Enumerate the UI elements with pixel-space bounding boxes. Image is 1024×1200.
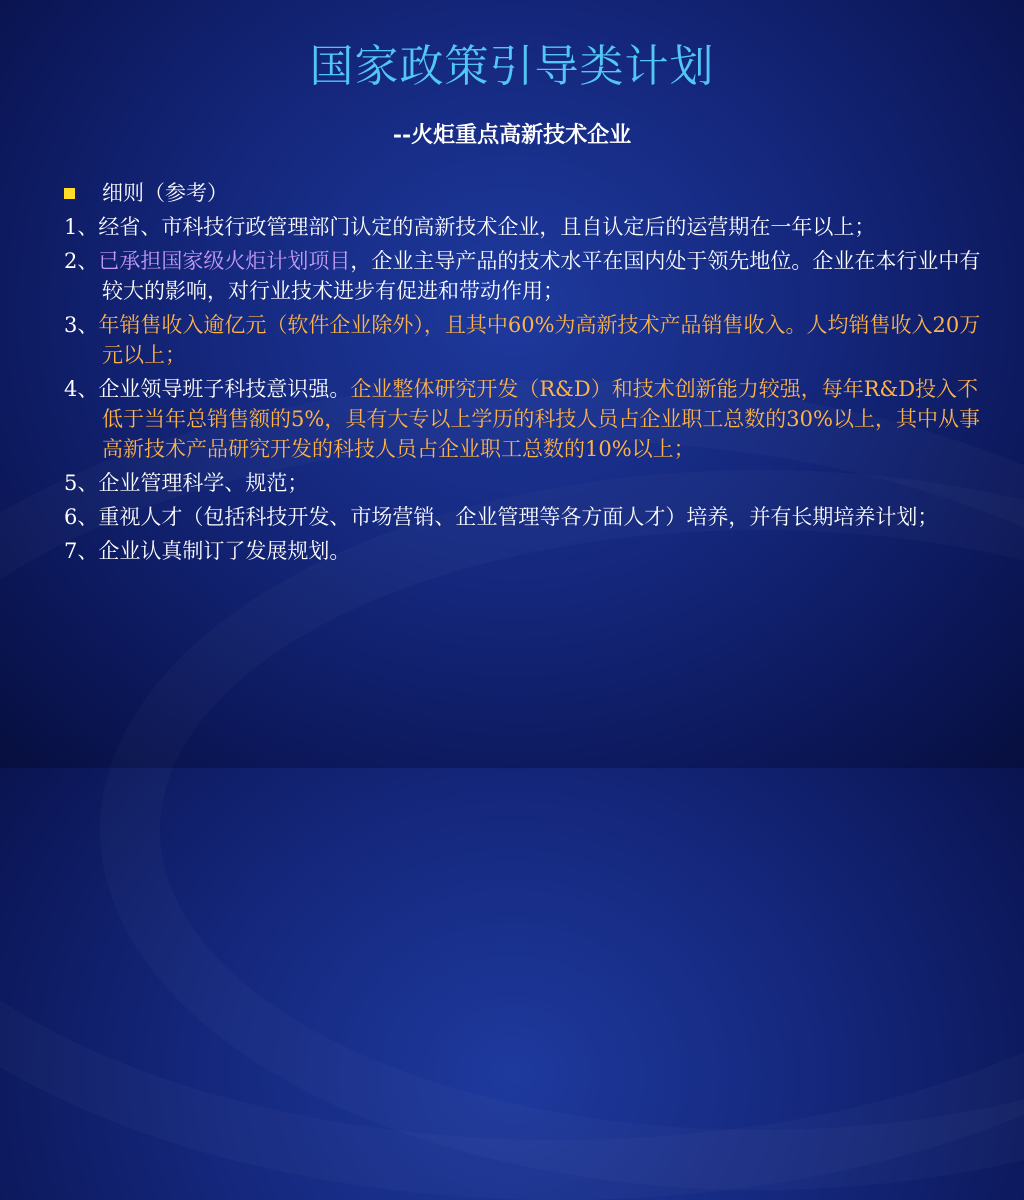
bullet-heading xyxy=(64,178,984,208)
item-prefix: 2、 xyxy=(64,249,99,273)
item-highlight: 年销售收入逾亿元（软件企业除外），且其中60%为高新技术产品销售收入。人均销售收入20万元以上； xyxy=(98,313,981,367)
slide-body xyxy=(64,178,984,570)
bullet-heading-label: 细则（参考） xyxy=(102,181,228,205)
item-text: 1、经省、市科技行政管理部门认定的高新技术企业，且自认定后的运营期在一年以上； xyxy=(64,215,876,239)
list-item-7 xyxy=(64,536,984,566)
list-item-6 xyxy=(64,502,984,532)
slide-title: 国家政策引导类计划 xyxy=(309,41,715,92)
item-text: 6、重视人才（包括科技开发、市场营销、企业管理等各方面人才）培养，并有长期培养计划； xyxy=(64,505,939,529)
list-item-1 xyxy=(64,212,984,242)
slide-subtitle: --火炬重点高新技术企业 xyxy=(392,122,632,148)
item-text: 7、企业认真制订了发展规划。 xyxy=(64,539,351,563)
item-prefix: 4、企业领导班子科技意识强。 xyxy=(64,377,351,401)
item-text: 5、企业管理科学、规范； xyxy=(64,471,309,495)
item-highlight: 已承担国家级火炬计划项目 xyxy=(98,249,351,273)
list-item-2 xyxy=(64,246,984,306)
list-item-5 xyxy=(64,468,984,498)
square-bullet-icon xyxy=(64,188,75,199)
item-prefix: 3、 xyxy=(64,313,99,337)
item-highlight: 企业整体研究开发（R&D）和技术创新能力较强，每年R&D投入不低于当年总销售额的5%，具有大专以上学历的科技人员占企业职工总数的30%以上，其中从事高新技术产品研究开发的科技人员占企业职工总数的10%以上； xyxy=(102,377,980,461)
list-item-4 xyxy=(64,374,984,464)
item-text: ，企业主导产品的技术水平在国内处于领先地位。企业在本行业中有较大的影响，对行业技术进步有促进和带动作用； xyxy=(102,249,981,303)
list-item-3 xyxy=(64,310,984,370)
